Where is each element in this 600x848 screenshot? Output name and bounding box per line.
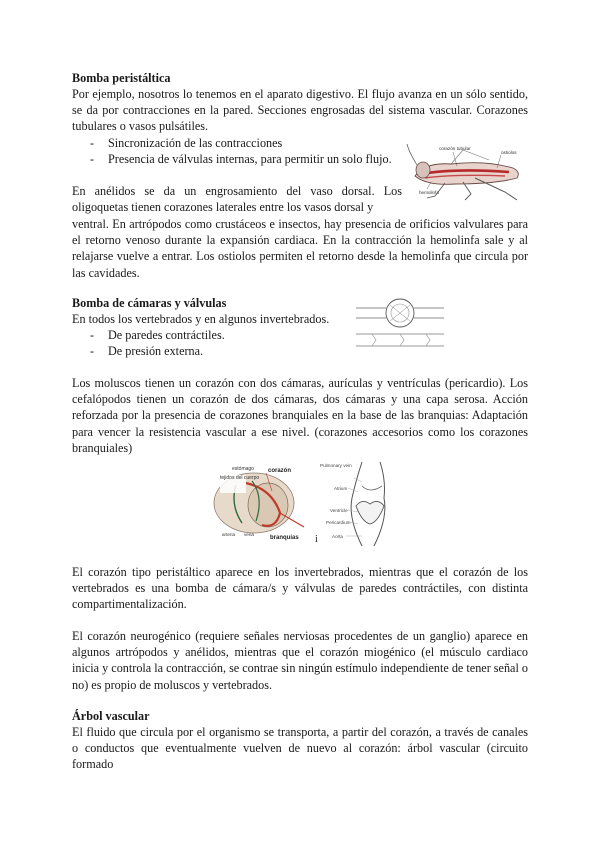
paragraph-bomba-camaras-intro: En todos los vertebrados y en algunos invertebrados. — [72, 312, 330, 326]
section-bomba-camaras — [72, 295, 528, 360]
figure-mark: i — [315, 534, 318, 545]
mollusc-heart-figure — [206, 463, 310, 541]
bullet-item: - Presencia de válvulas internas, para permitir un solo flujo. — [72, 151, 528, 167]
heading-arbol-vascular: Árbol vascular — [72, 709, 150, 723]
label-branquias: branquias — [270, 535, 299, 541]
heading-bomba-peristaltica: Bomba peristáltica — [72, 71, 171, 85]
paragraph-arbol-vascular: El fluido que circula por el organismo se transporta, a partir del corazón, a través de canales o conductos que eventualmente vuelven de nuevo al corazón: árbol vascular (circuito formado — [72, 725, 528, 772]
label-ventricle: Ventricle — [330, 508, 348, 513]
label-hemolinfa: hemolinfa — [419, 190, 439, 195]
label-ostiolos: ostiolos — [501, 150, 517, 155]
grasshopper-figure — [405, 138, 531, 204]
paragraph-corazon-neurogenico: El corazón neurogénico (requiere señales nerviosas procedentes de un ganglio) aparece en algunos artrópodos y anélidos, mientras que el corazón miogénico (el músculo cardiaco inicia y controla la contracción, se contrae sin ningún estímulo independiente de tener señal o no) es propio de moluscos y vertebrados. — [72, 629, 528, 692]
label-arteria: arteria — [222, 532, 236, 537]
label-vena: vena — [244, 532, 254, 537]
paragraph-tipo-peristaltico: El corazón tipo peristáltico aparece en los invertebrados, mientras que el corazón de los vertebrados es una bomba de cámara/s y válvulas de paredes contráctiles, con distinta compartimentalización. — [72, 565, 528, 612]
paragraph-anelidos-wrapped: En anélidos se da un engrosamiento del vaso dorsal. Los oligoquetas tienen corazones laterales entre los vasos dorsal y — [72, 184, 402, 215]
chamber-valve-figure — [352, 290, 448, 356]
paragraph-anelidos-rest: ventral. En artrópodos como crustáceos e insectos, hay presencia de orificios valvulares para el retorno venoso durante la expansión cardiaca. En la contracción la hemolinfa sale y al relajarse vuelve a entrar. Los ostiolos permiten el retorno desde la hemolinfa que circula por las cavidades. — [72, 217, 528, 280]
label-pericardium: Pericardium — [326, 520, 351, 525]
paragraph-moluscos: Los moluscos tienen un corazón con dos cámaras, aurículas y ventrículas (pericardio). Los cefalópodos tienen un corazón de dos cámaras, dos cámaras y una capa serosa. Acción reforzada por la presencia de corazones branquiales en la base de las branquias: Adaptación para vencer la resistencia vascular a ese nivel. (corazones accesorios como los corazones branquiales) — [72, 376, 528, 455]
paragraph-peristaltica: Por ejemplo, nosotros lo tenemos en el aparato digestivo. El flujo avanza en un sólo sentido, se da por contracciones en la pared. Secciones engrosadas del sistema vascular. Corazones tubulares o vasos pulsátiles. — [72, 87, 528, 134]
chamber-heart-figure — [318, 458, 402, 550]
bullet-list-camaras — [72, 327, 528, 359]
label-corazon-tubular: corazón tubular — [439, 146, 471, 151]
label-aorta: Aorta — [332, 534, 343, 539]
section-arbol-vascular — [72, 708, 528, 773]
label-pulmonary-vein: Pulmonary vein — [320, 463, 352, 468]
label-estomago: estómago — [232, 466, 254, 472]
bullet-item: - De paredes contráctiles. — [72, 327, 528, 343]
label-tejidos: tejidos del cuerpo — [220, 475, 260, 481]
bullet-item: - Sincronización de las contracciones — [72, 135, 528, 151]
label-atrium: Atrium — [334, 486, 348, 491]
bullet-item: - De presión externa. — [72, 343, 528, 359]
label-corazon: corazón — [268, 468, 292, 474]
heading-bomba-camaras: Bomba de cámaras y válvulas — [72, 296, 227, 310]
